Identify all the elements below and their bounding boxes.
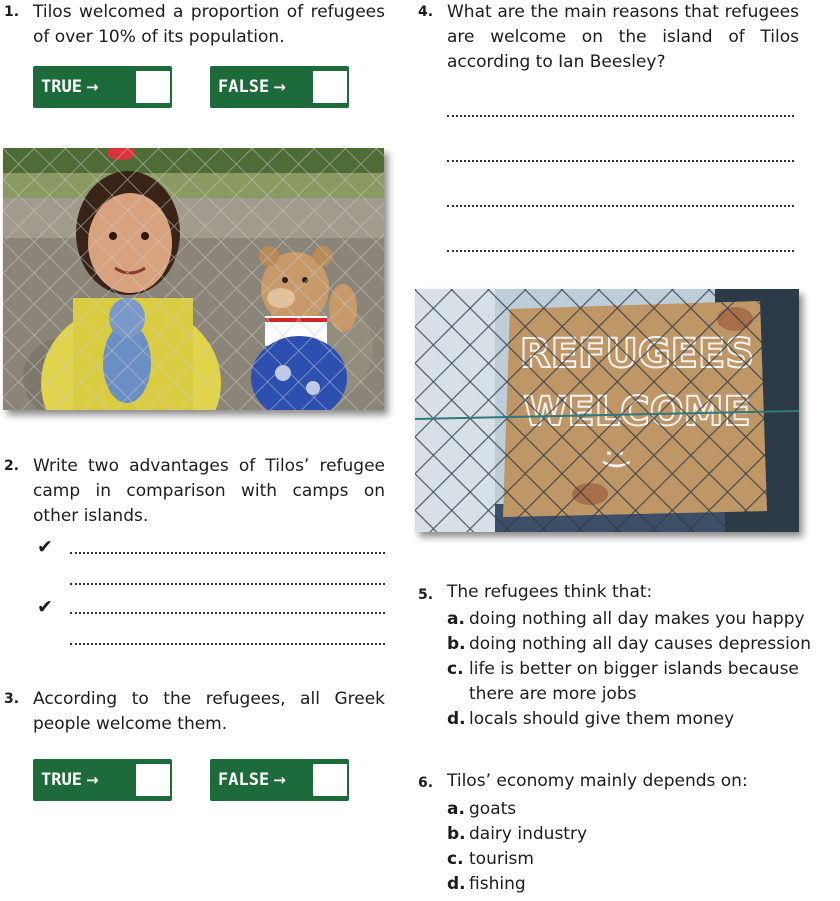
option-text: fishing	[469, 874, 526, 894]
q1-false-button[interactable]	[210, 66, 349, 108]
q6-number: 6.	[418, 775, 434, 791]
option-letter: a.	[447, 609, 465, 629]
q4-answer-line-3[interactable]	[447, 205, 794, 207]
q4-answer-line-1[interactable]	[447, 115, 794, 117]
option-text: doing nothing all day causes depression	[469, 634, 811, 654]
arrow-right-icon: →	[85, 78, 99, 96]
q1-true-button[interactable]	[33, 66, 172, 108]
q3-false-button[interactable]	[210, 759, 349, 801]
option-text: dairy industry	[469, 824, 588, 844]
q6-option-c[interactable]	[447, 847, 534, 872]
checkmark-icon: ✔	[37, 536, 53, 558]
false-label: FALSE	[218, 77, 270, 97]
option-letter: b.	[447, 634, 466, 654]
arrow-right-icon: →	[273, 78, 286, 96]
q3-number: 3.	[4, 691, 20, 707]
q6-text: Tilos’ economy mainly depends on:	[447, 771, 748, 791]
false-label: FALSE	[218, 770, 270, 790]
q4-text: What are the main reasons that refugees are welcome on the island of Tilos according to Ian Beesley?	[447, 2, 799, 72]
q1-false-checkbox[interactable]	[311, 69, 349, 105]
q3-text: According to the refugees, all Greek people welcome them.	[33, 689, 385, 734]
q2-answer-line-2[interactable]	[70, 583, 385, 585]
option-text: locals should give them money	[469, 709, 735, 729]
q2-answer-line-3[interactable]	[70, 612, 385, 614]
option-letter: d.	[447, 874, 466, 894]
q2-text: Write two advantages of Tilos’ refugee camp in comparison with camps on other islands.	[33, 456, 385, 526]
option-text: goats	[469, 799, 517, 819]
arrow-right-icon: →	[273, 771, 286, 789]
q6-option-b[interactable]	[447, 822, 587, 847]
q6-option-a[interactable]	[447, 797, 516, 822]
q2-answer-line-4[interactable]	[70, 643, 385, 645]
q3-true-button[interactable]	[33, 759, 172, 801]
q3-true-checkbox[interactable]	[134, 762, 172, 798]
photo-refugees-welcome-sign	[415, 289, 799, 532]
q4-answer-line-4[interactable]	[447, 250, 794, 252]
q4-number: 4.	[418, 4, 434, 20]
q5-option-c[interactable]	[447, 657, 799, 682]
q6-option-d[interactable]	[447, 872, 526, 897]
true-label: TRUE	[41, 770, 82, 790]
q2-number: 2.	[4, 458, 20, 474]
option-letter: b.	[447, 824, 466, 844]
q5-option-a[interactable]	[447, 607, 805, 632]
q1-text: Tilos welcomed a proportion of refugees of over 10% of its population.	[33, 2, 385, 47]
option-letter: a.	[447, 799, 465, 819]
checkmark-icon: ✔	[37, 596, 53, 618]
option-text: doing nothing all day makes you happy	[469, 609, 805, 629]
true-label: TRUE	[41, 77, 82, 97]
option-letter: c.	[447, 849, 464, 869]
q5-option-c-continued	[447, 682, 637, 707]
q5-number: 5.	[418, 587, 434, 603]
q5-option-b[interactable]	[447, 632, 811, 657]
q1-true-checkbox[interactable]	[134, 69, 172, 105]
arrow-right-icon: →	[85, 771, 99, 789]
q4-answer-line-2[interactable]	[447, 160, 794, 162]
option-text: tourism	[469, 849, 534, 869]
option-text: there are more jobs	[469, 684, 637, 704]
q1-number: 1.	[4, 4, 20, 20]
option-letter: c.	[447, 659, 464, 679]
q2-answer-line-1[interactable]	[70, 552, 385, 554]
option-text: life is better on bigger islands because	[469, 659, 799, 679]
q5-text: The refugees think that:	[447, 582, 653, 602]
option-letter: d.	[447, 709, 466, 729]
photo-girl-teddy	[3, 148, 384, 410]
q5-option-d[interactable]	[447, 707, 734, 732]
q3-false-checkbox[interactable]	[311, 762, 349, 798]
